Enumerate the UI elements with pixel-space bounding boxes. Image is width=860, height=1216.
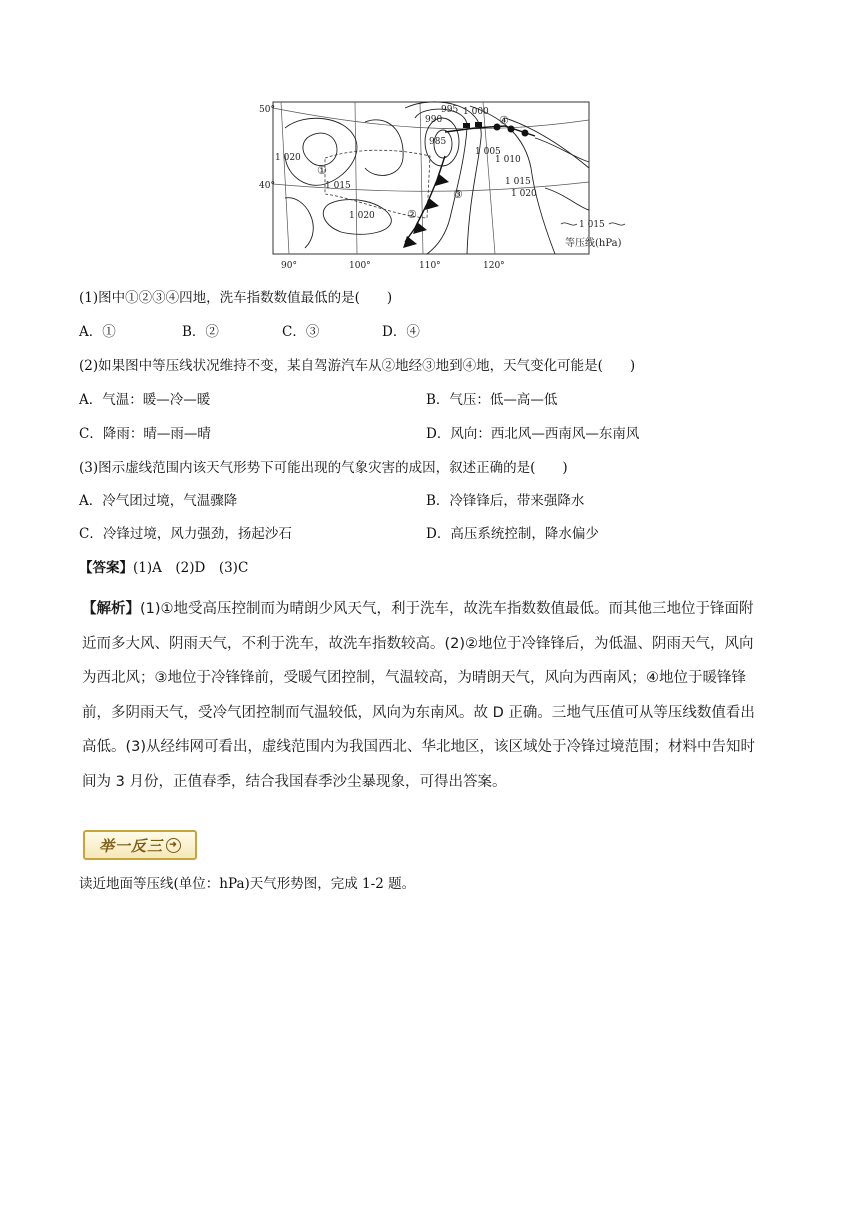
- explanation-line-6: 间为 3 月份，正值春季，结合我国春季沙尘暴现象，可得出答案。: [82, 773, 507, 790]
- explanation-label: 【解析】: [82, 601, 140, 617]
- arrow-circle-icon: ➜: [166, 838, 181, 853]
- explanation-line-4: 前，多阴雨天气，受冷气团控制而气温较低，风向为东南风。故 D 正确。三地气压值可从等压线数值看出: [82, 704, 755, 721]
- isobar-weather-map: [245, 98, 633, 270]
- isobar-label: 1 015: [505, 177, 531, 187]
- lon-line-90: [281, 102, 289, 254]
- isobar-label: 1 020: [349, 211, 375, 221]
- q1-option-c: C．③: [282, 324, 320, 340]
- lat-label-40: 40°: [259, 181, 275, 191]
- question-3-stem: (3)图示虚线范围内该天气形势下可能出现的气象灾害的成因，叙述正确的是( ): [79, 460, 568, 476]
- q2-option-b: B．气压：低—高—低: [426, 392, 558, 408]
- q2-option-d: D．风向：西北风—西南风—东南风: [426, 426, 640, 442]
- isobar-label: 1 020: [511, 189, 537, 199]
- lon-label-120: 120°: [483, 261, 505, 270]
- place-marker-4: ④: [499, 114, 509, 127]
- isobar-label: 1 005: [475, 147, 501, 157]
- badge-text: 举一反三: [98, 836, 163, 855]
- answer-line: [79, 559, 248, 577]
- q2-option-a: A．气温：暖—冷—暖: [79, 392, 211, 408]
- legend-isobar-symbol: [561, 223, 577, 225]
- lon-line-120: [483, 102, 495, 254]
- q3-option-a: A．冷气团过境，气温骤降: [79, 493, 238, 509]
- intro-text: 读近地面等压线(单位：hPa)天气形势图，完成 1-2 题。: [79, 876, 416, 892]
- explanation-line-3: 为西北风；③地位于冷锋锋前，受暖气团控制，气温较高，为晴朗天气，风向为西南风；④地位于暖锋锋: [82, 670, 746, 686]
- lat-line-40: [273, 182, 589, 191]
- lon-line-100: [355, 102, 357, 254]
- q1-option-b: B．②: [182, 324, 219, 340]
- place-marker-2: ②: [407, 208, 417, 221]
- isobar-label: 1 020: [275, 153, 301, 163]
- isobar-map-svg: [245, 98, 633, 270]
- warm-front-markers: [463, 122, 529, 137]
- place-marker-1: ①: [317, 164, 327, 177]
- isobar-label: 990: [425, 115, 443, 125]
- explanation-block: [82, 592, 782, 799]
- explanation-line-2: 近而多大风、阴雨天气，不利于洗车，故洗车指数较高。(2)②地位于冷锋锋后，为低温、阴雨天气，风向: [82, 635, 754, 652]
- isobar-label: 1 010: [495, 155, 521, 165]
- q3-option-d: D．高压系统控制，降水偏少: [426, 526, 599, 542]
- lon-label-100: 100°: [349, 261, 371, 270]
- explanation-line-1: 【解析】(1)①地受高压控制而为晴朗少风天气，利于洗车，故洗车指数数值最低。而其他三地位于锋面附: [82, 601, 754, 617]
- legend-value: 1 015: [579, 220, 605, 230]
- isobar-label: 995: [441, 105, 459, 115]
- lat-label-50: 50°: [259, 105, 275, 115]
- q1-option-a: A．①: [79, 324, 116, 340]
- lon-label-110: 110°: [419, 261, 441, 270]
- legend-label: 等压线(hPa): [565, 238, 622, 249]
- lon-label-90: 90°: [281, 261, 297, 270]
- isobar-label: 985: [429, 137, 447, 147]
- question-2-stem: (2)如果图中等压线状况维持不变，某自驾游汽车从②地经③地到④地，天气变化可能是( ): [79, 358, 636, 374]
- q2-option-c: C．降雨：晴—雨—晴: [79, 426, 211, 442]
- question-1-stem: (1)图中①②③④四地，洗车指数数值最低的是( ): [79, 290, 393, 306]
- q3-option-c: C．冷锋过境，风力强劲，扬起沙石: [79, 526, 292, 542]
- answer-text: (1)A (2)D (3)C: [133, 560, 249, 576]
- explanation-line-5: 高低。(3)从经纬网可看出，虚线范围内为我国西北、华北地区，该区域处于冷锋过境范围；材料中告知时: [82, 739, 756, 755]
- answer-label: 【答案】: [79, 560, 133, 576]
- isobar-label: 1 000: [463, 107, 489, 117]
- isobar-label: 1 015: [325, 181, 351, 191]
- section-badge: [83, 830, 197, 860]
- place-marker-3: ③: [453, 188, 463, 201]
- q1-option-d: D．④: [382, 324, 420, 340]
- q3-option-b: B．冷锋锋后，带来强降水: [426, 493, 585, 509]
